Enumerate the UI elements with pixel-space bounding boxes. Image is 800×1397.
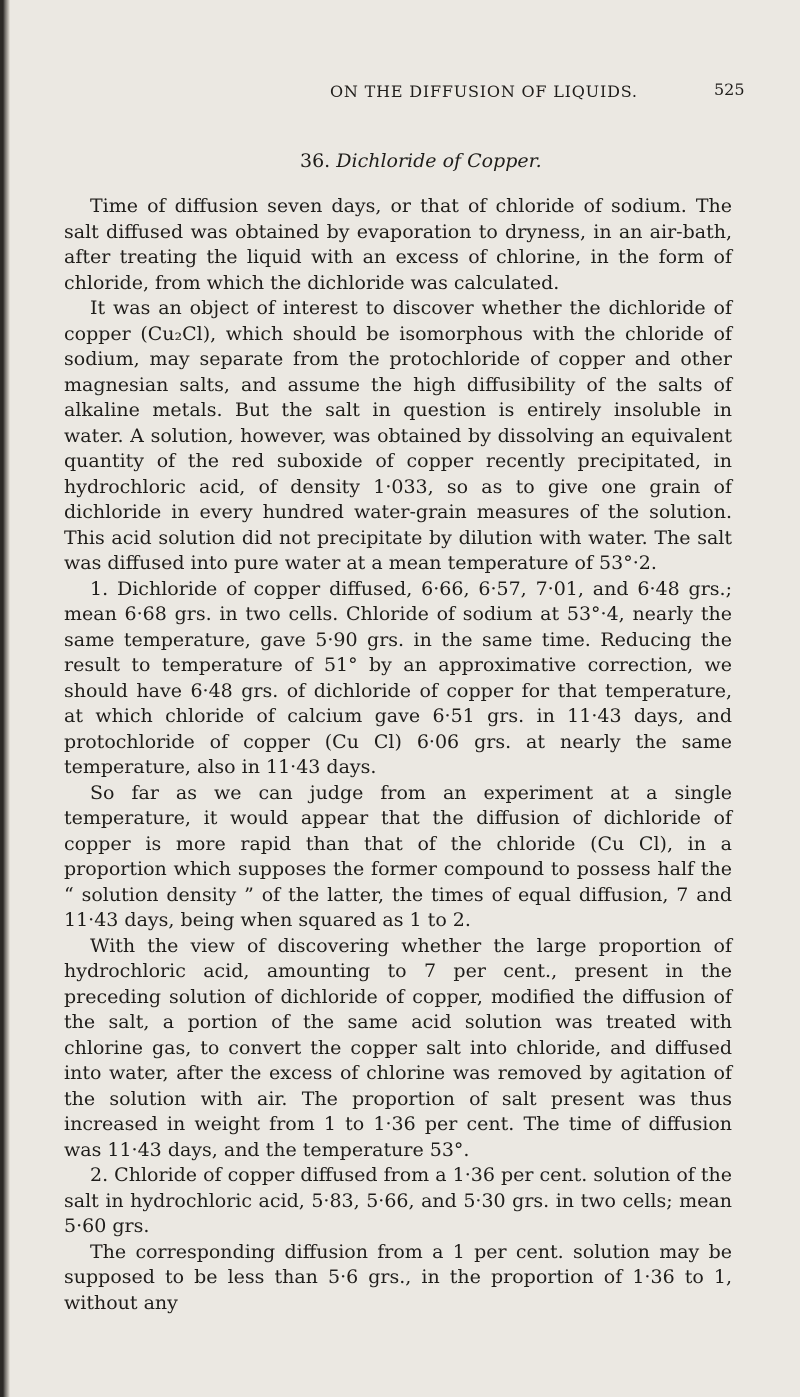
paragraph: The corresponding diffusion from a 1 per cent. solution may be supposed to be less than 5·6 grs., in the proportion of 1·36 to 1, without any <box>64 1240 732 1314</box>
paragraph: So far as we can judge from an experiment at a single temperature, it would appear that the diffusion of dichloride of copper is more rapid than that of the chloride (Cu Cl), in a proportion which supposes the former compound to possess half the “ solution density ” of the latter, the times of equal diffusion, 7 and 11·43 days, being when squared as 1 to 2. <box>64 781 732 931</box>
section-number: 36. <box>300 150 331 172</box>
paragraph: It was an object of interest to discover whether the dichloride of copper (Cu₂Cl), which should be isomorphous with the chloride of sodium, may separate from the protochloride of copper and other magnesian salts, and assume the high diffusibility of the salts of alkaline metals. But the salt in question is entirely insoluble in water. A solution, however, was obtained by dissolving an equivalent quantity of the red suboxide of copper recently precipitated, in hydrochloric acid, of density 1·033, so as to give one grain of dichloride in every hundred water-grain measures of the solution. This acid solution did not precipitate by dilution with water. The salt was diffused into pure water at a mean temperature of 53°·2. <box>64 297 732 574</box>
paragraph: 2. Chloride of copper diffused from a 1·36 per cent. solution of the salt in hydrochloric acid, 5·83, 5·66, and 5·30 grs. in two cells; mean 5·60 grs. <box>64 1164 732 1237</box>
paragraph: 1. Dichloride of copper diffused, 6·66, 6·57, 7·01, and 6·48 grs.; mean 6·68 grs. in two cells. Chloride of sodium at 53°·4, nearly the same temperature, gave 5·90 grs. in the same time. Reducing the result to temperature of 51° by an approximative correction, we should have 6·48 grs. of dichloride of copper for that temperature, at which chloride of calcium gave 6·51 grs. in 11·43 days, and protochloride of copper (Cu Cl) 6·06 grs. at nearly the same temperature, also in 11·43 days. <box>64 577 732 778</box>
page-binding-edge <box>0 0 10 1397</box>
paragraph: With the view of discovering whether the large proportion of hydrochloric acid, amounting to 7 per cent., present in the preceding solution of dichloride of copper, modified the diffusion of the salt, a portion of the same acid solution was treated with chlorine gas, to convert the copper salt into chloride, and diffused into water, after the excess of chlorine was removed by agitation of the solution with air. The proportion of salt present was thus increased in weight from 1 to 1·36 per cent. The time of diffusion was 11·43 days, and the temperature 53°. <box>64 934 732 1161</box>
section-heading <box>300 150 542 172</box>
section-title: Dichloride of Copper. <box>336 150 542 172</box>
page-number: 525 <box>714 80 745 99</box>
paragraph: Time of diffusion seven days, or that of chloride of sodium. The salt diffused was obtained by evaporation to dryness, in an air-bath, after treating the liquid with an excess of chlorine, in the form of chloride, from which the dichloride was calculated. <box>64 195 732 294</box>
body-text <box>64 194 732 1316</box>
running-header: ON THE DIFFUSION OF LIQUIDS. <box>330 82 638 101</box>
